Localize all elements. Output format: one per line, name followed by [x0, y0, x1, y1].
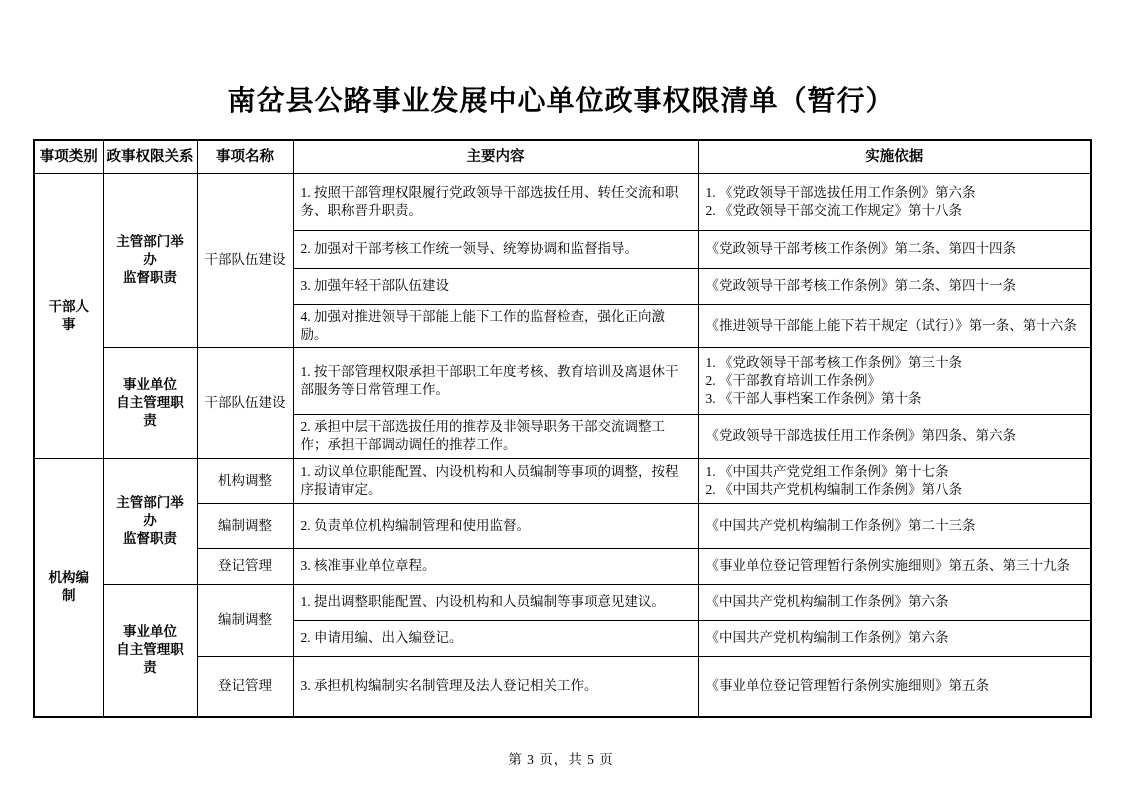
- authority-table: [33, 139, 1092, 718]
- relation-line: 监督职责: [123, 270, 177, 285]
- content-cell: 2. 负责单位机构编制管理和使用监督。: [293, 503, 698, 548]
- content-cell: 1. 按干部管理权限承担干部职工年度考核、教育培训及离退休干部服务等日常管理工作。: [293, 347, 698, 414]
- table-body: [34, 173, 1091, 717]
- content-cell: 2. 申请用编、出入编登记。: [293, 620, 698, 656]
- basis-line: 《党政领导干部选拔任用工作条例》第四条、第六条: [705, 428, 1016, 443]
- relation-line: 主管部门举办: [116, 495, 184, 528]
- basis-line: 《事业单位登记管理暂行条例实施细则》第五条: [705, 678, 989, 694]
- item-name-cell: 机构调整: [197, 458, 293, 503]
- page-title: 南岔县公路事业发展中心单位政事权限清单（暂行）: [227, 85, 895, 116]
- column-header-relation: 政事权限关系: [103, 140, 197, 173]
- basis-cell: [698, 503, 1091, 548]
- basis-line: 《中国共产党机构编制工作条例》第六条: [705, 594, 949, 609]
- item-name-cell: 登记管理: [197, 548, 293, 584]
- basis-line: 《事业单位登记管理暂行条例实施细则》第五条、第三十九条: [705, 558, 1070, 573]
- basis-cell: [698, 584, 1091, 620]
- content-cell: 1. 按照干部管理权限履行党政领导干部选拔任用、转任交流和职务、职称晋升职责。: [293, 173, 698, 230]
- relation-line: 事业单位: [123, 624, 177, 640]
- table-row: [34, 584, 1091, 620]
- relation-cell: [103, 584, 197, 717]
- basis-line: 2. 《干部教育培训工作条例》: [705, 372, 881, 388]
- content-cell: 4. 加强对推进领导干部能上能下工作的监督检查，强化正向激励。: [293, 304, 698, 347]
- relation-line: 监督职责: [123, 531, 177, 546]
- relation-line: 自主管理职责: [116, 642, 184, 676]
- table-row: [34, 458, 1091, 503]
- page-number: 第 3 页，共 5 页: [508, 752, 614, 767]
- category-cell: 干部人事: [34, 173, 103, 458]
- content-cell: 3. 核准事业单位章程。: [293, 548, 698, 584]
- content-cell: 1. 动议单位职能配置、内设机构和人员编制等事项的调整，按程序报请审定。: [293, 458, 698, 503]
- item-name-cell: 干部队伍建设: [197, 347, 293, 458]
- item-name-cell: 编制调整: [197, 503, 293, 548]
- content-cell: 3. 承担机构编制实名制管理及法人登记相关工作。: [293, 656, 698, 717]
- item-name-cell: 编制调整: [197, 584, 293, 656]
- basis-cell: [698, 458, 1091, 503]
- basis-line: 3. 《干部人事档案工作条例》第十条: [705, 390, 922, 406]
- content-cell: 3. 加强年轻干部队伍建设: [293, 268, 698, 304]
- relation-line: 主管部门举办: [116, 234, 184, 267]
- column-header-item-name: 事项名称: [197, 140, 293, 173]
- basis-line: 《党政领导干部考核工作条例》第二条、第四十四条: [705, 241, 1016, 256]
- content-cell: 2. 承担中层干部选拔任用的推荐及非领导职务干部交流调整工作；承担干部调动调任的推荐工作。: [293, 414, 698, 458]
- column-header-content: 主要内容: [293, 140, 698, 173]
- basis-line: 《中国共产党机构编制工作条例》第二十三条: [705, 517, 976, 533]
- relation-line: 自主管理职责: [116, 394, 184, 428]
- content-cell: 2. 加强对干部考核工作统一领导、统筹协调和监督指导。: [293, 230, 698, 268]
- basis-line: 《推进领导干部能上能下若干规定（试行）》第一条、第十六条: [705, 317, 1077, 333]
- table-row: [34, 173, 1091, 230]
- table-row: [34, 347, 1091, 414]
- basis-cell: [698, 230, 1091, 268]
- basis-cell: [698, 620, 1091, 656]
- basis-line: 《中国共产党机构编制工作条例》第六条: [705, 630, 949, 645]
- item-name-cell: 干部队伍建设: [197, 173, 293, 347]
- basis-cell: [698, 304, 1091, 347]
- column-header-category: 事项类别: [34, 140, 103, 173]
- basis-line: 2. 《中国共产党机构编制工作条例》第八条: [705, 481, 962, 497]
- relation-cell: [103, 173, 197, 347]
- header-row: [34, 140, 1091, 173]
- basis-line: 1. 《党政领导干部考核工作条例》第三十条: [705, 354, 962, 370]
- relation-line: 事业单位: [123, 376, 177, 392]
- basis-line: 1. 《中国共产党党组工作条例》第十七条: [705, 463, 949, 479]
- basis-cell: [698, 347, 1091, 414]
- basis-line: 1. 《党政领导干部选拔任用工作条例》第六条: [705, 184, 976, 200]
- item-name-cell: 登记管理: [197, 656, 293, 717]
- basis-cell: [698, 414, 1091, 458]
- basis-cell: [698, 548, 1091, 584]
- column-header-basis: 实施依据: [698, 140, 1091, 173]
- content-cell: 1. 提出调整职能配置、内设机构和人员编制等事项意见建议。: [293, 584, 698, 620]
- basis-line: 《党政领导干部考核工作条例》第二条、第四十一条: [705, 278, 1016, 293]
- basis-cell: [698, 268, 1091, 304]
- category-cell: 机构编制: [34, 458, 103, 717]
- basis-cell: [698, 656, 1091, 717]
- relation-cell: [103, 347, 197, 458]
- basis-cell: [698, 173, 1091, 230]
- basis-line: 2. 《党政领导干部交流工作规定》第十八条: [705, 202, 962, 218]
- relation-cell: [103, 458, 197, 584]
